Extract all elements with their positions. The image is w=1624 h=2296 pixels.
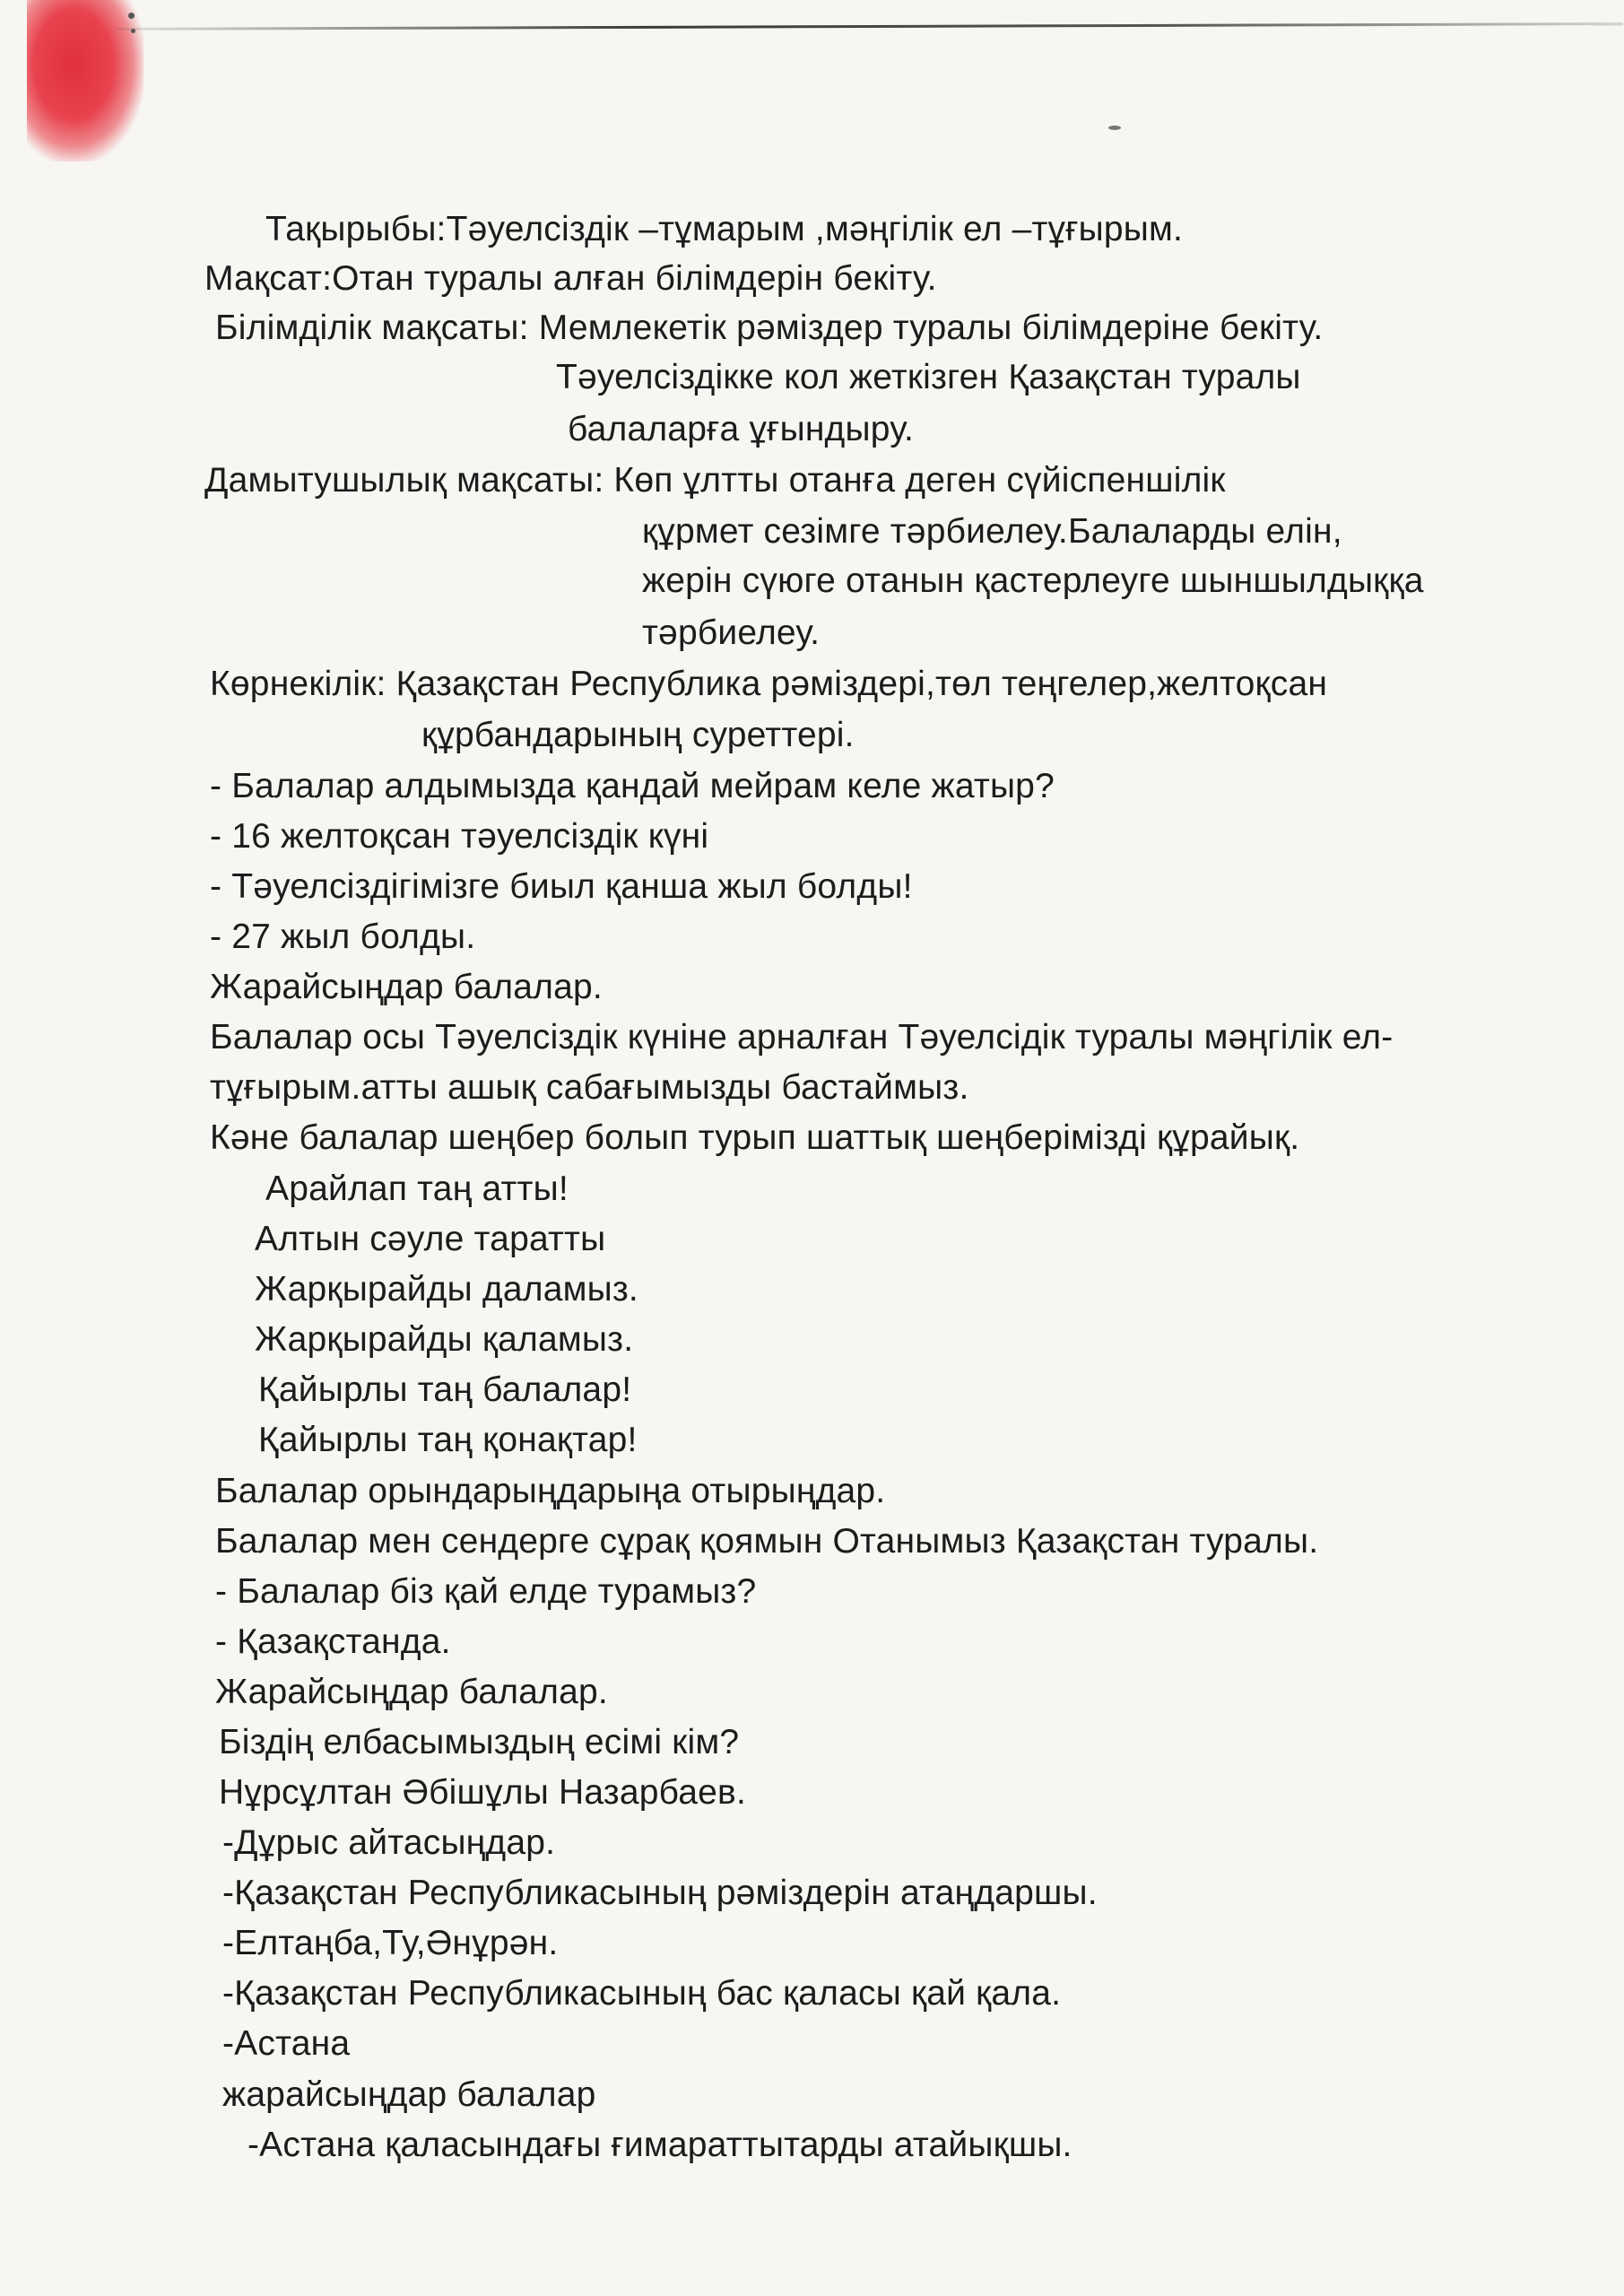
speck <box>1108 126 1121 130</box>
dialog-line: -Астана <box>222 2024 351 2063</box>
dialog-line: Кәне балалар шеңбер болып турып шаттық шеңберімізді құрайық. <box>210 1118 1300 1157</box>
dialog-line: - Қазақстанда. <box>215 1622 451 1661</box>
speck <box>128 13 135 19</box>
visuals-cont: құрбандарының суреттері. <box>421 716 855 754</box>
dialog-line: -Астана қаласындағы ғимараттытарды атайықшы. <box>248 2126 1073 2164</box>
dialog-line: Балалар орындарыңдарыңа отырыңдар. <box>215 1472 886 1510</box>
poem-line: Жарқырайды қаламыз. <box>255 1320 634 1359</box>
edu-goal-cont-2: балаларға ұғындыру. <box>568 410 915 448</box>
dialog-line: -Елтаңба,Ту,Әнұрән. <box>222 1924 559 1962</box>
dialog-line: - Тәуелсіздігімізге биыл қанша жыл болды! <box>210 867 913 906</box>
dialog-line: Нұрсұлтан Әбішұлы Назарбаев. <box>219 1773 747 1812</box>
dialog-line: Балалар осы Тәуелсіздік күніне арналған Тәуелсідік туралы мәңгілік ел- <box>210 1018 1394 1057</box>
speck <box>131 29 135 33</box>
poem-line: Арайлап таң атты! <box>265 1170 569 1208</box>
poem-line: Қайырлы таң қонақтар! <box>258 1421 638 1459</box>
goal-line: Мақсат:Отан туралы алған білімдерін бекіту. <box>204 259 937 298</box>
dev-goal-cont-1: құрмет сезімге тәрбиелеу.Балаларды елін, <box>642 512 1342 551</box>
dialog-line: -Қазақстан Республикасының бас қаласы қай қала. <box>222 1974 1062 2013</box>
dialog-line: -Қазақстан Республикасының рәміздерін атаңдаршы. <box>222 1874 1098 1912</box>
dialog-line: - 16 желтоқсан тәуелсіздік күні <box>210 817 709 856</box>
dialog-line: - Балалар біз қай елде турамыз? <box>215 1572 757 1611</box>
dialog-line: Жарайсыңдар балалар. <box>215 1673 608 1711</box>
dialog-line: Жарайсыңдар балалар. <box>210 968 603 1006</box>
edu-goal-cont-1: Тәуелсіздікке кол жеткізген Қазақстан туралы <box>556 358 1301 396</box>
red-stain <box>27 0 143 161</box>
top-edge-line <box>117 22 1623 30</box>
visuals-line: Көрнекілік: Қазақстан Республика рәміздері,төл теңгелер,желтоқсан <box>210 665 1328 703</box>
poem-line: Жарқырайды даламыз. <box>255 1270 638 1309</box>
dialog-line: - 27 жыл болды. <box>210 918 476 956</box>
poem-line: Алтын сәуле таратты <box>255 1220 606 1258</box>
dialog-line: -Дұрыс айтасыңдар. <box>222 1823 556 1862</box>
edu-goal-line: Білімділік мақсаты: Мемлекетік рәміздер туралы білімдеріне бекіту. <box>215 309 1324 347</box>
dev-goal-line: Дамытушылық мақсаты: Көп ұлтты отанға деген сүйіспеншілік <box>204 461 1226 500</box>
dialog-line: - Балалар алдымызда қандай мейрам келе жатыр? <box>210 767 1055 805</box>
dialog-line: жарайсыңдар балалар <box>222 2075 596 2114</box>
dev-goal-cont-2: жерін сүюге отанын қастерлеуге шыншылдыққа <box>642 561 1424 600</box>
dialog-line: Балалар мен сендерге сұрақ қоямын Отанымыз Қазақстан туралы. <box>215 1522 1319 1561</box>
dialog-line: тұғырым.атты ашық сабағымызды бастаймыз. <box>210 1068 969 1107</box>
dialog-line: Біздің елбасымыздың есімі кім? <box>219 1723 740 1761</box>
poem-line: Қайырлы таң балалар! <box>258 1370 632 1409</box>
dev-goal-cont-3: тәрбиелеу. <box>642 613 821 652</box>
topic-line: Тақырыбы:Тәуелсіздік –тұмарым ,мәңгілік ел –тұғырым. <box>265 210 1184 248</box>
